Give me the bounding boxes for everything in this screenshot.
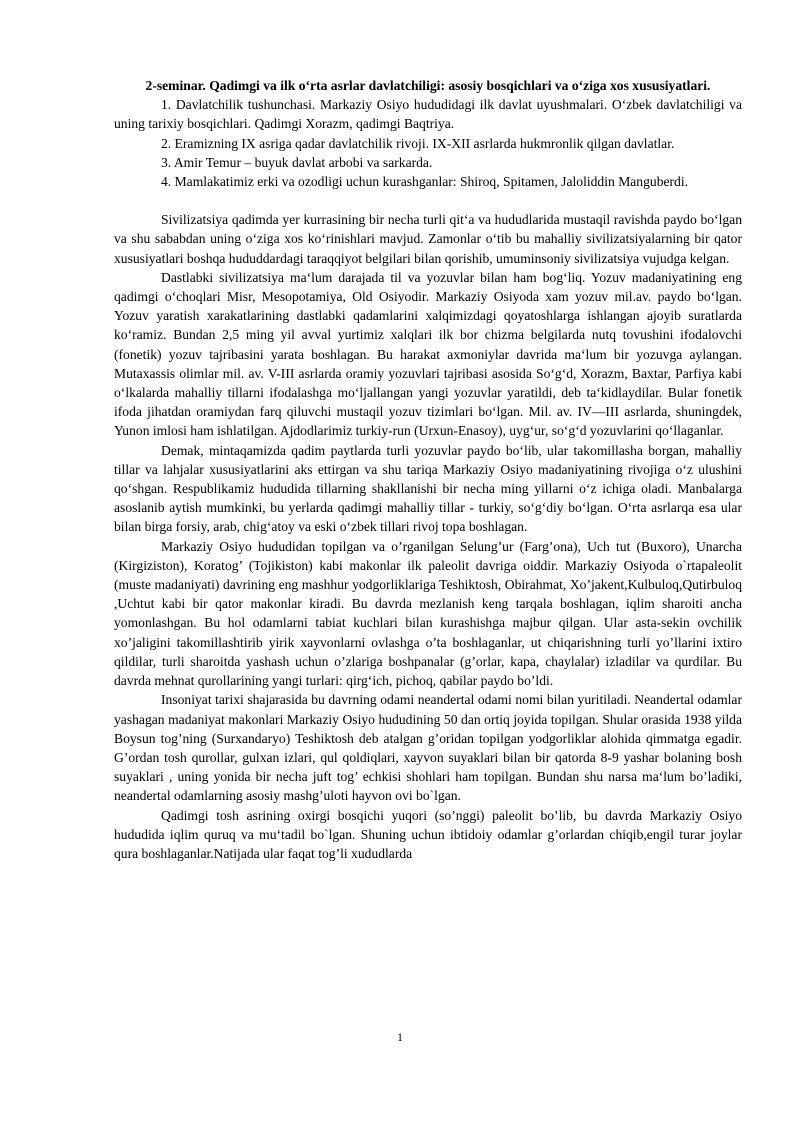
body-text [114,210,742,863]
outline-item: 4. Mamlakatimiz erki va ozodligi uchun kurashganlar: Shiroq, Spitamen, Jaloliddin Manguberdi. [161,174,689,190]
document-page [114,76,742,1116]
page-number: 1 [397,1030,403,1044]
paragraph: Insoniyat tarixi shajarasida bu davrning odami neandertal odami nomi bilan yuritiladi. Neandertal odamlar yashagan madaniyat makonlari Markaziy Osiyo hududining 50 dan ortiq joyida topilgan. Shular orasida 1938 yilda Boysun tog’ning (Surxandaryo) Teshiktosh deb atalgan g’oridan topilgan yodgorliklar alohida qimmatga egadir. G’ordan tosh qurollar, gulxan izlari, qul qoldiqlari, xayvon suyaklari bilan bir qatorda 8-9 yashar bolaning bosh suyaklari , uning yonida bir necha juft tog’ echkisi shohlari ham topilgan. Bundan shu narsa ma‘lum bo’ladiki, neandertal odamlarning asosiy mashg’uloti hayvon ovi bo`lgan. [114,692,742,804]
page-title: 2-seminar. Qadimgi va ilk o‘rta asrlar davlatchiligi: asosiy bosqichlari va o‘ziga xos xususiyatlari. [145,78,711,93]
paragraph: Sivilizatsiya qadimda yer kurrasining bir necha turli qit‘a va hududlarida mustaqil ravishda paydo bo‘lgan va shu sababdan uning o‘ziga xos ko‘rinishlari mavjud. Zamonlar o‘tib bu mahalliy sivilizatsiyalarning bir qator xususiyatlari boshqa hududdardagi taraqqiyot belgilari bilan qorishib, umuminsoniy sivilizatsiya vujudga kelgan. [114,212,742,266]
paragraph: Markaziy Osiyo hududidan topilgan va o’rganilgan Selung’ur (Farg’ona), Uch tut (Buxoro), Unarcha (Kirgiziston), Koratog’ (Tojikiston) kabi makonlar ilk paleolit davriga oiddir. Markaziy Osiyoda o`rtapaleolit (muste madaniyati) davrining eng mashhur yodgorliklariga Teshiktosh, Obirahmat, Xo’jakent,Kulbuloq,Qutirbuloq ,Uchtut kabi bir qator makonlar kiradi. Bu davrda mezlanish keng tarqala boshlagan, iqlim sharoiti ancha yomonlashgan. Bu hol odamlarni tabiat kuchlari bilan kurashishga majbur qilgan. Ular asta-sekin ovchilik xo’jaligini takomillashtirib yirik xayvonlarni ovlashga o’ta boshlaganlar, ut chiqarishning turli yo’llarini ixtiro qildilar, turli sharoitda yashash uchun o’zlariga boshpanalar (g’orlar, kapa, chaylalar) izladilar va qurdilar. Bu davrda mehnat qurollarining yangi turlari: qirg‘ich, pichoq, qabilar paydo bo’ldi. [114,538,742,689]
section-spacer [114,191,742,210]
paragraph: Qadimgi tosh asrining oxirgi bosqichi yuqori (so’nggi) paleolit bo’lib, bu davrda Markaziy Osiyo hududida iqlim quruq va mu‘tadil bo`lgan. Shuning uchun ibtidoiy odamlar g’orlardan chiqib,engil turar joylar qura boshlaganlar.Natijada ular faqat tog’li xududlarda [114,807,742,861]
outline-list [114,95,742,191]
paragraph: Dastlabki sivilizatsiya ma‘lum darajada til va yozuvlar bilan ham bog‘liq. Yozuv madaniyatining eng qadimgi o‘choqlari Misr, Mesopotamiya, Old Osiyodir. Markaziy Osiyoda xam yozuv mil.av. paydo bo‘lgan. Yozuv yaratish xarakatlarining dastlabki qadamlarini xalqimizdagi qoyatoshlarga ishlangan ajoyib suratlarda ko‘ramiz. Bundan 2,5 ming yil avval yurtimiz xalqlari ilk bor chizma belgilarda nutq tovushini ifodalovchi (fonetik) yozuv tajribasini yarata boshlagan. Bu harakat axmoniylar davrida ma‘lum bir yozuvga aylangan. Mutaxassis olimlar mil. av. V-III asrlarda oramiy yozuvlari tajribasi asosida So‘g‘d, Xorazm, Baxtar, Parfiya kabi o‘lkalarda mahalliy tillarni ifodalashga mo‘ljallangan yangi yozuvlar yaratildi, deb ta‘kidlaydilar. Bular fonetik ifoda jihatdan oramiydan farq qiluvchi mustaqil yozuv tizimlari bo‘lgan. Mil. av. IV—III asrlarda, shuningdek, Yunon imlosi ham ishlatilgan. Ajdodlarimiz turkiy-run (Urxun-Enasoy), uyg‘ur, so‘g‘d yozuvlarini qo‘llaganlar. [114,269,742,439]
paragraph: Demak, mintaqamizda qadim paytlarda turli yozuvlar paydo bo‘lib, ular takomillasha borgan, mahalliy tillar va lahjalar xususiyatlarini aks ettirgan va shu tariqa Markaziy Osiyo madaniyatining rivojiga o‘z ulushini qo‘shgan. Respublikamiz hududida tillarning shakllanishi bir necha ming yillarni o‘z ichiga oladi. Manbalarga asoslanib aytish mumkinki, bu yerlarda qadimgi mahalliy tillar - turkiy, so‘g‘diy bo‘lgan. O‘rta asrlarqa esa ular bilan birga forsiy, arab, chig‘atoy va eski o‘zbek tillari rivoj topa boshlagan. [114,442,742,535]
outline-item: 3. Amir Temur – buyuk davlat arbobi va sarkarda. [161,154,433,170]
outline-item: 2. Eramizning IX asriga qadar davlatchilik rivoji. IX-XII asrlarda hukmronlik qilgan davlatlar. [161,135,675,151]
outline-item: 1. Davlatchilik tushunchasi. Markaziy Osiyo hududidagi ilk davlat uyushmalari. O‘zbek davlatchiligi va uning tarixiy bosqichlari. Qadimgi Xorazm, qadimgi Baqtriya. [114,97,742,132]
